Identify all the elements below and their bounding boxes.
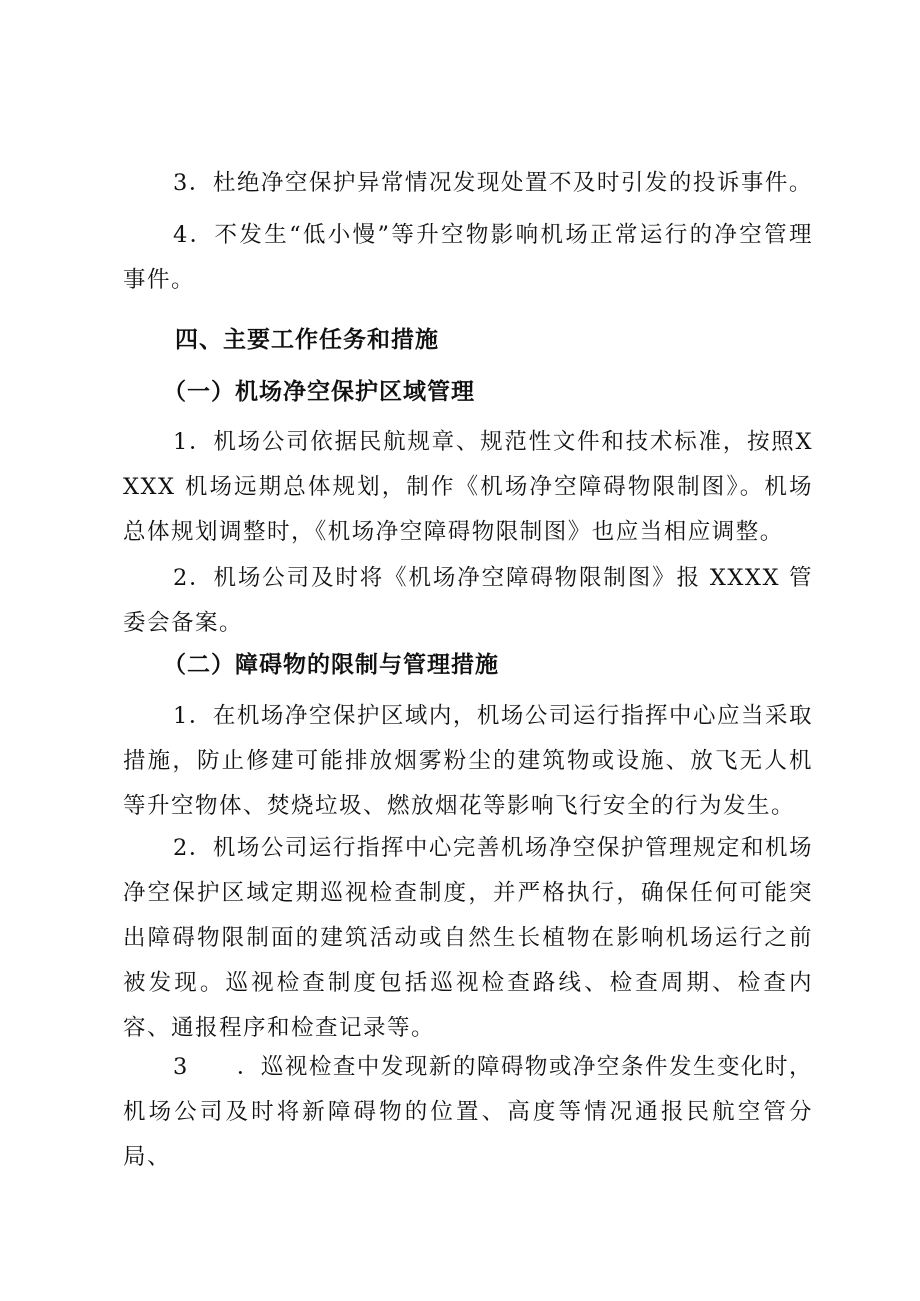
paragraph-item-4: 4．不发生“低小慢”等升空物影响机场正常运行的净空管理事件。 <box>123 222 813 293</box>
paragraph-2-1: 1．在机场净空保护区域内，机场公司运行指挥中心应当采取措施，防止修建可能排放烟雾粉尘的建筑物或设施、放飞无人机等升空物体、焚烧垃圾、燃放烟花等影响飞行安全的行为发生。 <box>123 703 813 819</box>
paragraph-2-3: 3 ．巡视检查中发现新的障碍物或净空条件发生变化时，机场公司及时将新障碍物的位置、高度等情况通报民航空管分局、 <box>123 1054 813 1170</box>
paragraph-1-1: 1．机场公司依据民航规章、规范性文件和技术标准，按照XXXX 机场远期总体规划，制作《机场净空障碍物限制图》。机场总体规划调整时，《机场净空障碍物限制图》也应当相应调整。 <box>123 429 813 545</box>
paragraph-2-2: 2．机场公司运行指挥中心完善机场净空保护管理规定和机场净空保护区域定期巡视检查制度，并严格执行，确保任何可能突出障碍物限制面的建筑活动或自然生长植物在影响机场运行之前被发现。巡视检查制度包括巡视检查路线、检查周期、检查内容、通报程序和检查记录等。 <box>123 835 813 1041</box>
subsection-heading-1: （一）机场净空保护区域管理 <box>163 379 475 405</box>
paragraph-1-2: 2．机场公司及时将《机场净空障碍物限制图》报 XXXX 管委会备案。 <box>123 565 813 636</box>
section-heading-4: 四、主要工作任务和措施 <box>175 327 439 353</box>
subsection-heading-2: （二）障碍物的限制与管理措施 <box>163 652 499 678</box>
paragraph-item-3: 3．杜绝净空保护异常情况发现处置不及时引发的投诉事件。 <box>173 170 813 196</box>
